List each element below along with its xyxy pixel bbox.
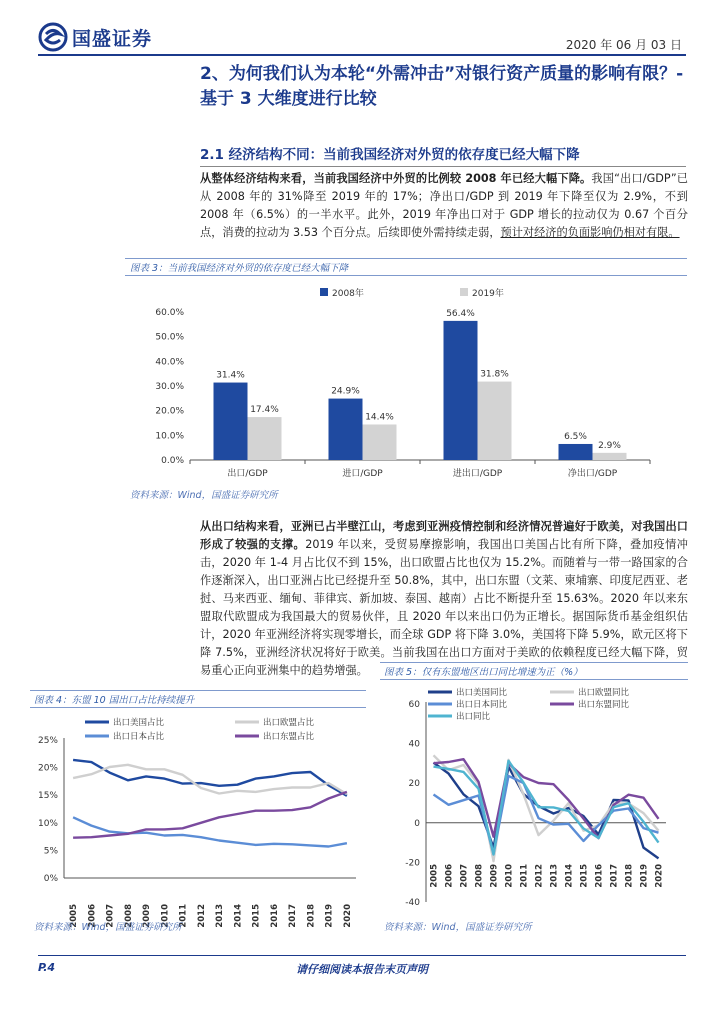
- paragraph-lead: 从出口结构来看，亚洲已占半壁江山，考虑到亚洲疫情控制和经济情况普遍好于欧美，对我国出口形成了较强的支撑。: [200, 520, 688, 551]
- logo-text: 国盛证券: [72, 28, 153, 50]
- x-tick-label: 2020: [654, 864, 665, 888]
- x-tick-label: 2010: [504, 864, 515, 888]
- x-tick-label: 2006: [444, 864, 455, 888]
- bar: [214, 383, 248, 460]
- x-tick-label: 2006: [87, 904, 98, 928]
- figure5-source: 资料来源：Wind，国盛证券研究所: [384, 922, 532, 933]
- x-tick-label: 净出口/GDP: [567, 469, 618, 479]
- subsection-title: 2.1 经济结构不同：当前我国经济对外贸的依存度已经大幅下降: [200, 147, 580, 163]
- y-tick-label: 40.0%: [155, 357, 184, 368]
- figure3-caption-rule-bottom: [125, 275, 687, 276]
- legend-label: 出口东盟占比: [263, 732, 315, 742]
- x-tick-label: 2013: [549, 864, 560, 888]
- paragraph-lead: 从整体经济结构来看，当前我国经济中外贸的比例较 2008 年已经大幅下降。: [200, 172, 592, 185]
- chart-export-growth: [380, 682, 688, 908]
- y-tick-label: 10.0%: [155, 431, 184, 442]
- legend-label: 出口欧盟占比: [263, 718, 315, 728]
- figure3-caption-rule: [125, 258, 687, 259]
- y-tick-label: 0%: [43, 874, 58, 884]
- y-tick-label: 10%: [37, 818, 58, 829]
- x-tick-label: 2018: [624, 864, 635, 888]
- bar: [363, 424, 397, 460]
- data-label: 14.4%: [365, 412, 394, 423]
- section-title: 2、为何我们认为本轮“外需冲击”对银行资产质量的影响有限？-基于 3 大维度进行比较: [200, 64, 684, 109]
- legend-label: 出口欧盟同比: [578, 688, 630, 698]
- bar: [593, 453, 627, 460]
- legend-swatch: [320, 288, 328, 296]
- footer-divider: [38, 955, 686, 956]
- x-tick-label: 2020: [342, 904, 353, 928]
- x-tick-label: 2007: [105, 904, 116, 928]
- page-number: P.4: [38, 961, 56, 974]
- x-tick-label: 进口/GDP: [342, 469, 383, 479]
- x-tick-label: 2009: [142, 904, 153, 928]
- x-tick-label: 2017: [609, 864, 620, 888]
- logo: [38, 22, 158, 52]
- figure3-caption: 图表 3：当前我国经济对外贸的依存度已经大幅下降: [130, 263, 349, 274]
- paragraph-economic-structure: [200, 170, 688, 242]
- y-tick-label: 0.0%: [161, 456, 184, 466]
- data-label: 6.5%: [564, 431, 587, 442]
- figure4-source: 资料来源：Wind，国盛证券研究所: [34, 922, 182, 933]
- x-tick-label: 2019: [324, 904, 335, 928]
- x-tick-label: 出口/GDP: [227, 469, 268, 479]
- x-tick-label: 进出口/GDP: [452, 469, 503, 479]
- x-tick-label: 2005: [429, 864, 440, 888]
- legend-label: 出口东盟同比: [578, 700, 630, 710]
- bar: [248, 417, 282, 460]
- x-tick-label: 2013: [215, 904, 226, 928]
- legend-label: 出口日本占比: [113, 732, 165, 742]
- x-tick-label: 2016: [594, 864, 605, 888]
- x-tick-label: 2017: [288, 904, 299, 928]
- y-tick-label: 20%: [37, 763, 58, 774]
- y-tick-label: -20: [405, 858, 420, 869]
- figure5-caption-rule-bottom: [380, 679, 688, 680]
- paragraph-conclusion: 预计对经济的负面影响仍相对有限。: [500, 226, 680, 239]
- series-line: [73, 817, 347, 846]
- y-tick-label: 25%: [37, 736, 58, 746]
- chart-trade-dependency: [150, 280, 670, 485]
- report-date: 2020 年 06 月 03 日: [565, 38, 682, 52]
- data-label: 56.4%: [446, 308, 475, 319]
- x-tick-label: 2008: [474, 864, 485, 888]
- figure4-caption-rule-bottom: [30, 707, 366, 708]
- figure3-source: 资料来源：Wind，国盛证券研究所: [130, 490, 278, 501]
- x-tick-label: 2016: [269, 904, 280, 928]
- x-tick-label: 2012: [534, 864, 545, 888]
- data-label: 31.4%: [216, 370, 245, 381]
- logo-icon: [38, 22, 68, 52]
- footer-disclaimer: 请仔细阅读本报告末页声明: [296, 963, 428, 976]
- figure5-caption-rule: [380, 662, 688, 663]
- figure4-caption: 图表 4：东盟 10 国出口占比持续提升: [34, 695, 195, 706]
- y-tick-label: -40: [405, 898, 420, 908]
- x-tick-label: 2010: [160, 904, 171, 928]
- legend-swatch: [460, 288, 468, 296]
- y-tick-label: 40: [408, 739, 420, 750]
- legend-label: 出口日本同比: [456, 700, 508, 710]
- paragraph-export-structure: [200, 518, 688, 680]
- figure5-caption: 图表 5：仅有东盟地区出口同比增速为正（%）: [384, 667, 583, 678]
- figure4-caption-rule: [30, 690, 366, 691]
- x-tick-label: 2014: [564, 864, 575, 888]
- data-label: 24.9%: [331, 386, 360, 397]
- legend-label: 出口同比: [456, 712, 491, 722]
- x-tick-label: 2015: [251, 904, 262, 928]
- x-tick-label: 2007: [459, 864, 470, 888]
- data-label: 31.8%: [480, 369, 509, 380]
- header-divider: [38, 54, 686, 56]
- x-tick-label: 2015: [579, 864, 590, 888]
- paragraph-body: 2019 年以来，受贸易摩擦影响，我国出口美国占比有所下降，叠加疫情冲击，2020 年 1-4 月占比仅不到 15%，出口欧盟占比也仅为 15.2%。而随着与一带一路国家的合作逐渐深入，出口亚洲占比已经提升至 50.8%，其中，出口东盟（文莱、柬埔寨、印度尼西亚、老挝、马来西亚、缅甸、菲律宾、新加坡、泰国、越南）占比不断提升至 15.63%。2020 年以来东盟取代欧盟成为我国最大的贸易伙伴，且 2020 年以来出口仍为正增长。据国际货币基金组织估计，2020 年亚洲经济将实现零增长，而全球 GDP 将下降 3.0%，美国将下降 5.9%，欧元区将下降 7.5%，亚洲经济状况将好于欧美。当前我国在出口方面对于美欧的依赖程度已经大幅下降，贸易重心正向亚洲集中的趋势增强。: [200, 538, 688, 677]
- series-line: [434, 761, 659, 855]
- legend-label: 出口美国占比: [113, 718, 165, 728]
- subsection-divider: [200, 166, 686, 167]
- x-tick-label: 2019: [639, 864, 650, 888]
- x-tick-label: 2018: [306, 904, 317, 928]
- y-tick-label: 60: [408, 700, 420, 710]
- bar: [444, 321, 478, 460]
- x-tick-label: 2008: [123, 904, 134, 928]
- y-tick-label: 30.0%: [155, 382, 184, 392]
- y-tick-label: 15%: [37, 791, 58, 802]
- bar: [329, 399, 363, 460]
- data-label: 2.9%: [598, 440, 621, 451]
- legend-label: 2008年: [332, 289, 364, 299]
- series-line: [434, 776, 659, 854]
- x-tick-label: 2011: [178, 904, 189, 928]
- x-tick-label: 2012: [196, 904, 207, 928]
- x-tick-label: 2014: [233, 904, 244, 928]
- data-label: 17.4%: [250, 405, 279, 416]
- y-tick-label: 60.0%: [155, 308, 184, 318]
- bar: [478, 382, 512, 460]
- y-tick-label: 20.0%: [155, 406, 184, 417]
- y-tick-label: 5%: [43, 846, 58, 857]
- series-line: [73, 765, 347, 794]
- y-tick-label: 20: [408, 779, 420, 790]
- y-tick-label: 0: [414, 818, 420, 829]
- legend-label: 2019年: [472, 289, 504, 299]
- y-tick-label: 50.0%: [155, 332, 184, 343]
- x-tick-label: 2011: [519, 864, 530, 888]
- x-tick-label: 2009: [489, 864, 500, 888]
- bar: [559, 444, 593, 460]
- paragraph-body: 我国“出口/GDP”已从 2008 年的 31%降至 2019 年的 17%；净出口/GDP 到 2019 年下降至仅为 2.9%，不到 2008 年（6.5%）的一半水平。此外，2019 年净出口对于 GDP 增长的拉动仅为 0.67 个百分点，消费的拉动为 3.53 个百分点。后续即使外需持续走弱，: [200, 172, 688, 239]
- x-tick-label: 2005: [69, 904, 80, 928]
- legend-label: 出口美国同比: [456, 688, 508, 698]
